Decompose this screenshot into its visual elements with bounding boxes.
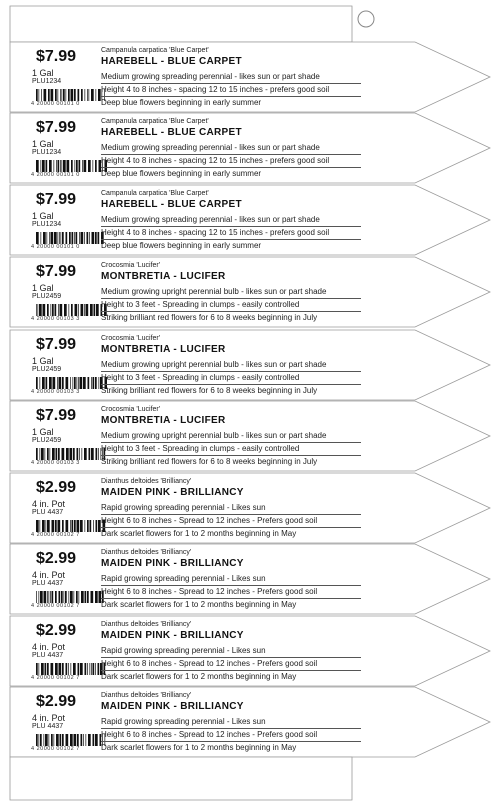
- divider: [101, 83, 361, 84]
- description-line: Deep blue flowers beginning in early summer: [101, 169, 262, 178]
- plu-code: PLU 4437: [32, 509, 64, 516]
- plant-tag: [12, 260, 482, 328]
- plant-tag: [12, 333, 482, 401]
- botanical-name: Campanula carpatica 'Blue Carpet': [101, 190, 209, 197]
- plant-tag: [12, 45, 482, 113]
- description-line: Height to 3 feet - Spreading in clumps - easily controlled: [101, 444, 300, 453]
- plu-code: PLU 4437: [32, 580, 64, 587]
- price: $7.99: [36, 119, 77, 136]
- barcode-icon: [35, 448, 107, 460]
- description-line: Height 4 to 8 inches - spacing 12 to 15 inches - prefers good soil: [101, 156, 330, 165]
- barcode-number: 4 20000 00103 3: [31, 316, 80, 322]
- pot-size: 1 Gal: [32, 356, 54, 366]
- pot-size: 4 in. Pot: [32, 642, 66, 652]
- description-line: Dark scarlet flowers for 1 to 2 months beginning in May: [101, 600, 297, 609]
- plu-code: PLU2459: [32, 293, 62, 300]
- botanical-name: Campanula carpatica 'Blue Carpet': [101, 47, 209, 54]
- description-line: Rapid growing spreading perennial - Likes sun: [101, 574, 266, 583]
- divider: [101, 670, 361, 671]
- common-name: MAIDEN PINK - BRILLIANCY: [101, 487, 244, 498]
- botanical-name: Dianthus deltoides 'Brilliancy': [101, 692, 192, 699]
- botanical-name: Campanula carpatica 'Blue Carpet': [101, 118, 209, 125]
- plant-tag: [12, 116, 482, 184]
- description-line: Rapid growing spreading perennial - Likes sun: [101, 646, 266, 655]
- pot-size: 1 Gal: [32, 68, 54, 78]
- common-name: MONTBRETIA - LUCIFER: [101, 344, 226, 355]
- plant-tag: [12, 690, 482, 758]
- divider: [101, 585, 361, 586]
- pot-size: 1 Gal: [32, 427, 54, 437]
- divider: [101, 455, 361, 456]
- plu-code: PLU1234: [32, 78, 62, 85]
- price: $2.99: [36, 550, 77, 567]
- common-name: MAIDEN PINK - BRILLIANCY: [101, 630, 244, 641]
- description-line: Deep blue flowers beginning in early summer: [101, 241, 262, 250]
- description-line: Deep blue flowers beginning in early summer: [101, 98, 262, 107]
- plu-code: PLU1234: [32, 149, 62, 156]
- barcode-icon: [35, 89, 107, 101]
- description-line: Striking brilliant red flowers for 6 to 8 weeks beginning in July: [101, 457, 318, 466]
- description-line: Medium growing upright perennial bulb - likes sun or part shade: [101, 287, 327, 296]
- divider: [101, 371, 361, 372]
- pot-size: 1 Gal: [32, 139, 54, 149]
- common-name: HAREBELL - BLUE CARPET: [101, 127, 242, 138]
- barcode-number: 4 20000 00103 3: [31, 460, 80, 466]
- description-line: Medium growing spreading perennial - likes sun or part shade: [101, 143, 320, 152]
- description-line: Height 6 to 8 inches - Spread to 12 inches - Prefers good soil: [101, 516, 318, 525]
- description-line: Height 4 to 8 inches - spacing 12 to 15 inches - prefers good soil: [101, 228, 330, 237]
- price: $2.99: [36, 622, 77, 639]
- description-line: Height 6 to 8 inches - Spread to 12 inches - Prefers good soil: [101, 587, 318, 596]
- divider: [101, 527, 361, 528]
- plu-code: PLU 4437: [32, 723, 64, 730]
- divider: [101, 167, 361, 168]
- barcode-icon: [35, 160, 107, 172]
- description-line: Dark scarlet flowers for 1 to 2 months beginning in May: [101, 743, 297, 752]
- botanical-name: Dianthus deltoides 'Brilliancy': [101, 621, 192, 628]
- common-name: MONTBRETIA - LUCIFER: [101, 415, 226, 426]
- description-line: Medium growing spreading perennial - likes sun or part shade: [101, 215, 320, 224]
- barcode-number: 4 20000 00101 0: [31, 101, 80, 107]
- barcode-icon: [35, 734, 107, 746]
- botanical-name: Dianthus deltoides 'Brilliancy': [101, 478, 192, 485]
- divider: [101, 226, 361, 227]
- price: $7.99: [36, 336, 77, 353]
- plant-tag: [12, 476, 482, 544]
- divider: [101, 741, 361, 742]
- divider: [101, 154, 361, 155]
- plant-tag: [12, 188, 482, 256]
- description-line: Height 4 to 8 inches - spacing 12 to 15 inches - prefers good soil: [101, 85, 330, 94]
- common-name: MAIDEN PINK - BRILLIANCY: [101, 701, 244, 712]
- barcode-number: 4 20000 00101 0: [31, 244, 80, 250]
- common-name: MAIDEN PINK - BRILLIANCY: [101, 558, 244, 569]
- description-line: Dark scarlet flowers for 1 to 2 months beginning in May: [101, 672, 297, 681]
- description-line: Striking brilliant red flowers for 6 to 8 weeks beginning in July: [101, 313, 318, 322]
- barcode-number: 4 20000 00101 0: [31, 172, 80, 178]
- price: $2.99: [36, 479, 77, 496]
- botanical-name: Dianthus deltoides 'Brilliancy': [101, 549, 192, 556]
- barcode-number: 4 20000 00102 7: [31, 532, 80, 538]
- price: $7.99: [36, 407, 77, 424]
- description-line: Rapid growing spreading perennial - Likes sun: [101, 503, 266, 512]
- description-line: Height 6 to 8 inches - Spread to 12 inches - Prefers good soil: [101, 730, 318, 739]
- description-line: Medium growing upright perennial bulb - likes sun or part shade: [101, 431, 327, 440]
- divider: [101, 514, 361, 515]
- plu-code: PLU2459: [32, 437, 62, 444]
- barcode-number: 4 20000 00102 7: [31, 675, 80, 681]
- common-name: MONTBRETIA - LUCIFER: [101, 271, 226, 282]
- description-line: Height to 3 feet - Spreading in clumps - easily controlled: [101, 300, 300, 309]
- botanical-name: Crocosmia 'Lucifer': [101, 406, 161, 413]
- divider: [101, 384, 361, 385]
- barcode-icon: [35, 377, 107, 389]
- divider: [101, 598, 361, 599]
- divider: [101, 298, 361, 299]
- pot-size: 4 in. Pot: [32, 570, 66, 580]
- divider: [101, 728, 361, 729]
- plu-code: PLU2459: [32, 366, 62, 373]
- description-line: Medium growing spreading perennial - likes sun or part shade: [101, 72, 320, 81]
- description-line: Height to 3 feet - Spreading in clumps - easily controlled: [101, 373, 300, 382]
- description-line: Medium growing upright perennial bulb - likes sun or part shade: [101, 360, 327, 369]
- divider: [101, 311, 361, 312]
- price: $7.99: [36, 48, 77, 65]
- barcode-icon: [35, 232, 107, 244]
- divider: [101, 239, 361, 240]
- barcode-icon: [35, 663, 107, 675]
- plant-tag: [12, 547, 482, 615]
- plant-tag: [12, 619, 482, 687]
- description-line: Height 6 to 8 inches - Spread to 12 inches - Prefers good soil: [101, 659, 318, 668]
- divider: [101, 96, 361, 97]
- price: $7.99: [36, 191, 77, 208]
- common-name: HAREBELL - BLUE CARPET: [101, 199, 242, 210]
- barcode-icon: [35, 591, 107, 603]
- pot-size: 1 Gal: [32, 211, 54, 221]
- botanical-name: Crocosmia 'Lucifer': [101, 262, 161, 269]
- description-line: Dark scarlet flowers for 1 to 2 months beginning in May: [101, 529, 297, 538]
- barcode-number: 4 20000 00102 7: [31, 746, 80, 752]
- barcode-number: 4 20000 00103 3: [31, 389, 80, 395]
- description-line: Striking brilliant red flowers for 6 to 8 weeks beginning in July: [101, 386, 318, 395]
- barcode-icon: [35, 520, 107, 532]
- common-name: HAREBELL - BLUE CARPET: [101, 56, 242, 67]
- description-line: Rapid growing spreading perennial - Likes sun: [101, 717, 266, 726]
- price: $2.99: [36, 693, 77, 710]
- pot-size: 4 in. Pot: [32, 499, 66, 509]
- plu-code: PLU1234: [32, 221, 62, 228]
- pot-size: 4 in. Pot: [32, 713, 66, 723]
- plu-code: PLU 4437: [32, 652, 64, 659]
- divider: [101, 442, 361, 443]
- barcode-icon: [35, 304, 107, 316]
- plant-tag: [12, 404, 482, 472]
- barcode-number: 4 20000 00102 7: [31, 603, 80, 609]
- hang-hole-icon: [358, 11, 374, 27]
- price: $7.99: [36, 263, 77, 280]
- divider: [101, 657, 361, 658]
- pot-size: 1 Gal: [32, 283, 54, 293]
- botanical-name: Crocosmia 'Lucifer': [101, 335, 161, 342]
